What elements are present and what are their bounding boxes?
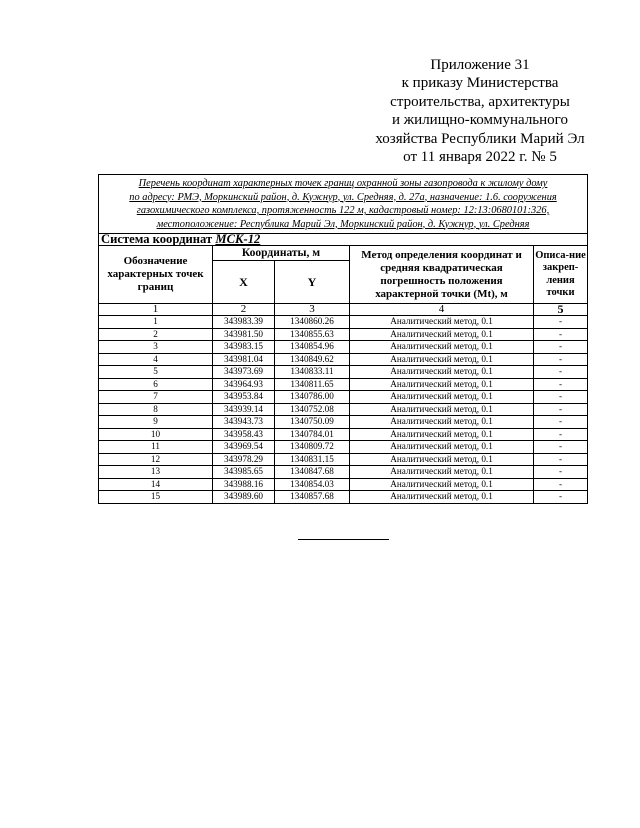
column-number: 2	[213, 304, 275, 316]
method-cell: Аналитический метод, 0.1	[350, 453, 534, 466]
method-cell: Аналитический метод, 0.1	[350, 441, 534, 454]
point-number-cell: 3	[99, 341, 213, 354]
header-line: строительства, архитектуры	[390, 93, 570, 110]
x-coordinate-cell: 343985.65	[213, 466, 275, 479]
y-coordinate-cell: 1340752.08	[275, 403, 350, 416]
x-coordinate-cell: 343943.73	[213, 416, 275, 429]
coordinate-system-label: Система координат	[101, 232, 216, 246]
description-cell: -	[534, 353, 588, 366]
y-coordinate-cell: 1340811.65	[275, 378, 350, 391]
y-coordinate-cell: 1340860.26	[275, 316, 350, 329]
y-coordinate-cell: 1340786.00	[275, 391, 350, 404]
point-number-cell: 11	[99, 441, 213, 454]
column-number: 1	[99, 304, 213, 316]
col-header-description: Описа-ние закреп-ления точки	[534, 246, 588, 304]
description-cell: -	[534, 428, 588, 441]
point-number-cell: 4	[99, 353, 213, 366]
table-row	[99, 366, 588, 379]
point-number-cell: 10	[99, 428, 213, 441]
point-number-cell: 9	[99, 416, 213, 429]
y-coordinate-cell: 1340847.68	[275, 466, 350, 479]
description-cell: -	[534, 466, 588, 479]
header-line: Приложение 31	[430, 57, 530, 73]
x-coordinate-cell: 343973.69	[213, 366, 275, 379]
point-number-cell: 1	[99, 316, 213, 329]
coordinates-table	[98, 174, 588, 504]
column-number: 3	[275, 304, 350, 316]
y-coordinate-cell: 1340750.09	[275, 416, 350, 429]
description-cell: -	[534, 416, 588, 429]
description-cell: -	[534, 453, 588, 466]
point-number-cell: 7	[99, 391, 213, 404]
description-cell: -	[534, 441, 588, 454]
point-number-cell: 8	[99, 403, 213, 416]
description-cell: -	[534, 316, 588, 329]
header-line: к приказу Министерства	[401, 75, 559, 92]
description-cell: -	[534, 341, 588, 354]
point-number-cell: 12	[99, 453, 213, 466]
list-title	[99, 175, 588, 234]
point-number-cell: 13	[99, 466, 213, 479]
column-number: 5	[534, 304, 588, 316]
table-row	[99, 491, 588, 504]
y-coordinate-cell: 1340855.63	[275, 328, 350, 341]
method-cell: Аналитический метод, 0.1	[350, 478, 534, 491]
table-row	[99, 466, 588, 479]
method-cell: Аналитический метод, 0.1	[350, 366, 534, 379]
col-header-y: Y	[275, 261, 350, 304]
table-row	[99, 403, 588, 416]
y-coordinate-cell: 1340849.62	[275, 353, 350, 366]
table-row	[99, 453, 588, 466]
table-row	[99, 441, 588, 454]
x-coordinate-cell: 343939.14	[213, 403, 275, 416]
y-coordinate-cell: 1340784.01	[275, 428, 350, 441]
method-cell: Аналитический метод, 0.1	[350, 428, 534, 441]
col-header-designation: Обозначение характерных точек границ	[99, 246, 213, 304]
table-row	[99, 428, 588, 441]
column-number: 4	[350, 304, 534, 316]
method-cell: Аналитический метод, 0.1	[350, 328, 534, 341]
description-cell: -	[534, 391, 588, 404]
y-coordinate-cell: 1340857.68	[275, 491, 350, 504]
y-coordinate-cell: 1340854.96	[275, 341, 350, 354]
y-coordinate-cell: 1340833.11	[275, 366, 350, 379]
signature-line	[298, 539, 389, 540]
method-cell: Аналитический метод, 0.1	[350, 378, 534, 391]
description-cell: -	[534, 403, 588, 416]
point-number-cell: 14	[99, 478, 213, 491]
method-cell: Аналитический метод, 0.1	[350, 403, 534, 416]
table-row	[99, 341, 588, 354]
x-coordinate-cell: 343969.54	[213, 441, 275, 454]
description-cell: -	[534, 328, 588, 341]
col-header-coordinates: Координаты, м	[213, 246, 350, 261]
method-cell: Аналитический метод, 0.1	[350, 491, 534, 504]
x-coordinate-cell: 343953.84	[213, 391, 275, 404]
table-row	[99, 391, 588, 404]
description-cell: -	[534, 366, 588, 379]
method-cell: Аналитический метод, 0.1	[350, 353, 534, 366]
x-coordinate-cell: 343958.43	[213, 428, 275, 441]
description-cell: -	[534, 478, 588, 491]
method-cell: Аналитический метод, 0.1	[350, 466, 534, 479]
header-line: хозяйства Республики Марий Эл	[375, 130, 585, 147]
method-cell: Аналитический метод, 0.1	[350, 316, 534, 329]
table-row	[99, 378, 588, 391]
point-number-cell: 6	[99, 378, 213, 391]
list-title-line: Перечень координат характерных точек границ охранной зоны газопровода к жилому дому	[138, 178, 548, 189]
x-coordinate-cell: 343978.29	[213, 453, 275, 466]
point-number-cell: 15	[99, 491, 213, 504]
x-coordinate-cell: 343983.39	[213, 316, 275, 329]
list-title-line: газохимического комплекса, протяженность 122 м, кадастровый номер: 12:13:0680101:326,	[136, 205, 550, 216]
y-coordinate-cell: 1340831.15	[275, 453, 350, 466]
table-row	[99, 478, 588, 491]
table-row	[99, 353, 588, 366]
list-title-line: местоположение: Республика Марий Эл, Моркинский район, д. Кужнур, ул. Средняя	[156, 218, 530, 230]
col-header-x: X	[213, 261, 275, 304]
description-cell: -	[534, 378, 588, 391]
coordinate-system-name: МСК-12	[215, 232, 261, 246]
header-line: и жилищно-коммунального	[392, 112, 568, 129]
header-line: от 11 января 2022 г. № 5	[403, 149, 557, 166]
list-title-line: по адресу: РМЭ, Моркинский район, д. Кужнур, ул. Средняя, д. 27а, назначение: 1.6. сооружения	[129, 191, 557, 203]
x-coordinate-cell: 343988.16	[213, 478, 275, 491]
x-coordinate-cell: 343964.93	[213, 378, 275, 391]
x-coordinate-cell: 343989.60	[213, 491, 275, 504]
method-cell: Аналитический метод, 0.1	[350, 341, 534, 354]
column-numbers-row	[99, 304, 588, 316]
x-coordinate-cell: 343981.04	[213, 353, 275, 366]
table-row	[99, 316, 588, 329]
col-header-method: Метод определения координат и средняя квадратическая погрешность положения характерной точки (Mt), м	[350, 246, 534, 304]
x-coordinate-cell: 343981.50	[213, 328, 275, 341]
method-cell: Аналитический метод, 0.1	[350, 391, 534, 404]
table-row	[99, 416, 588, 429]
y-coordinate-cell: 1340854.03	[275, 478, 350, 491]
table-row	[99, 328, 588, 341]
point-number-cell: 2	[99, 328, 213, 341]
point-number-cell: 5	[99, 366, 213, 379]
coordinate-system	[99, 234, 588, 246]
method-cell: Аналитический метод, 0.1	[350, 416, 534, 429]
x-coordinate-cell: 343983.15	[213, 341, 275, 354]
y-coordinate-cell: 1340809.72	[275, 441, 350, 454]
description-cell: -	[534, 491, 588, 504]
appendix-header	[360, 56, 600, 166]
